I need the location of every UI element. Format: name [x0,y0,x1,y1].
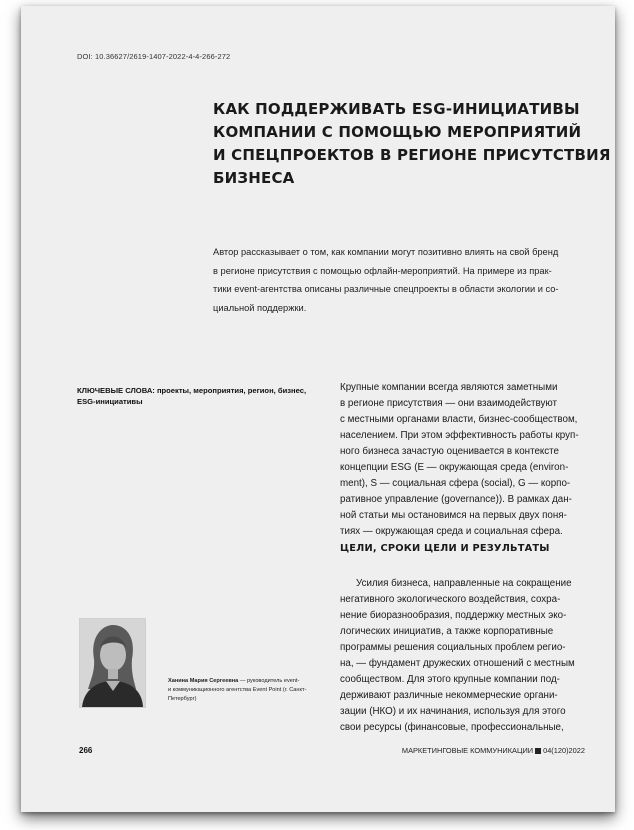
abstract-line: в регионе присутствия с помощью офлайн-мероприятий. На примере из прак- [213,265,552,276]
body-line: с местными органами власти, бизнес-сообществом, [340,414,578,425]
journal-page [21,6,615,812]
abstract-line: циальной поддержки. [213,302,307,313]
body-line: концепции ESG (E — окружающая среда (environ- [340,462,569,473]
doi-line: DOI: 10.36627/2619-1407-2022-4-4-266-272 [77,52,231,61]
keywords-line: КЛЮЧЕВЫЕ СЛОВА: проекты, мероприятия, регион, бизнес, [77,386,307,395]
title-line: КОМПАНИИ С ПОМОЩЬЮ МЕРОПРИЯТИЙ [213,123,582,141]
abstract-line: тики event-агентства описаны различные спецпроекты в области экологии и со- [213,284,559,294]
title-line: И СПЕЦПРОЕКТОВ В РЕГИОНЕ ПРИСУТСТВИЯ [213,146,611,164]
title-line: БИЗНЕСА [213,169,295,187]
author-portrait-image [80,619,145,707]
body-line: ного бизнеса зачастую оценивается в контексте [340,446,560,457]
page-number: 266 [79,746,93,755]
body-paragraph-goals [340,576,604,736]
body-line: сообществом. Для этого крупные компании под- [340,674,560,685]
keywords-block [77,385,327,407]
body-line: в регионе присутствия — они взаимодействуют [340,398,557,409]
body-line: населением. При этом эффективность работы круп- [340,430,579,441]
body-line: Крупные компании всегда являются заметными [340,382,558,393]
body-line: Усилия бизнеса, направленные на сокращение [356,578,572,589]
body-line: негативного экологического воздействия, сохра- [340,594,561,605]
body-line: ной статьи мы остановимся на первых двух поня- [340,510,567,521]
body-line: тиях — окружающая среда и социальная сфера. [340,526,563,537]
section-heading: ЦЕЛИ, СРОКИ ЦЕЛИ И РЕЗУЛЬТАТЫ [340,543,550,554]
body-line: логических инициатив, а также корпоративные [340,626,554,637]
abstract-line: Автор рассказывает о том, как компании могут позитивно влиять на свой бренд [213,247,559,257]
body-line: ративное управление (governance)). В рамках дан- [340,494,572,505]
author-photo [79,618,146,708]
author-line: и коммуникационного агентства Event Point (г. Санкт- [168,687,307,693]
body-line: зации (НКО) и их начинания, используя для этого [340,706,566,717]
running-footer [402,746,585,755]
title-line: КАК ПОДДЕРЖИВАТЬ ESG-ИНИЦИАТИВЫ [213,100,580,118]
body-line: свои ресурсы (финансовые, профессиональные, [340,722,564,733]
body-line: на, — фундамент дружеских отношений с местным [340,658,575,669]
author-line: Петербург) [168,696,197,702]
issue-number: 04(120)2022 [543,746,585,755]
author-name: Ханина Мария Сергеевна [168,678,239,684]
journal-name: МАРКЕТИНГОВЫЕ КОММУНИКАЦИИ [401,746,534,755]
article-abstract [213,243,603,317]
article-title [213,98,611,190]
body-paragraph-intro [340,380,604,540]
keywords-line: ESG-инициативы [77,397,143,406]
author-info [168,677,328,704]
body-line: держивают различные некоммерческие органи- [340,690,558,701]
square-separator-icon [535,748,541,754]
body-line: нение биоразнообразия, поддержку местных эко- [340,610,567,621]
author-line [168,677,328,686]
body-line: программы решения социальных проблем регио- [340,642,566,653]
body-line: ment), S — социальная сфера (social), G — корпо- [340,478,571,489]
author-role: — руководитель event- [238,678,300,684]
